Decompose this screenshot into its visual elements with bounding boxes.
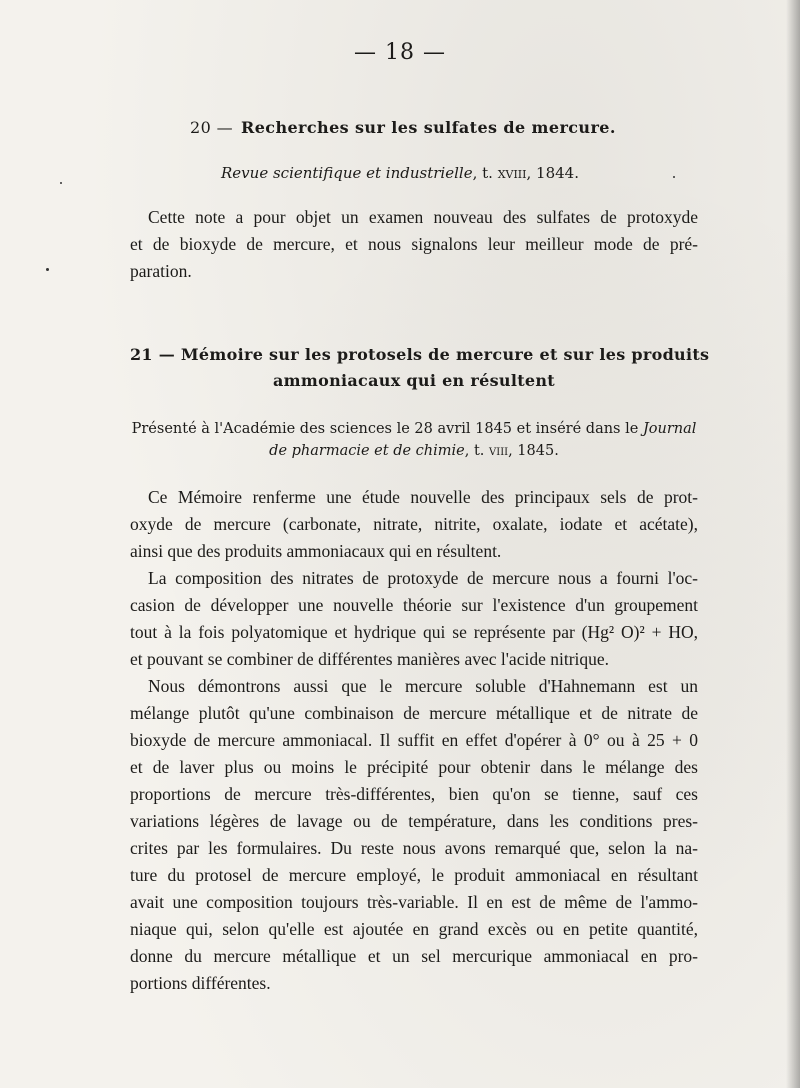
paragraph-line: crites par les formulaires. Du reste nous avons remarqué que, selon la na-: [130, 838, 698, 858]
presented-text: Présenté à l'Académie des sciences le 28 avril 1845 et inséré dans le: [131, 421, 643, 437]
paragraph-line: bioxyde de mercure ammoniacal. Il suffit en effet d'opérer à 0° ou à 25 + 0: [130, 730, 698, 750]
paragraph-line: casion de développer une nouvelle théorie sur l'existence d'un groupement: [130, 595, 698, 615]
entry-21-presented: [130, 418, 698, 462]
paragraph-line: portions différentes.: [130, 973, 271, 993]
entry-20-paragraph: [130, 204, 698, 285]
paragraph-line: [130, 204, 698, 231]
entry-20-title: [190, 118, 616, 137]
entry-20-source: [0, 164, 800, 182]
paragraph-line: ture du protosel de mercure employé, le produit ammoniacal en résultant: [130, 865, 698, 885]
presented-journal: Journal: [642, 421, 697, 437]
line-text: Cette note a pour objet un examen nouveau des sulfates de protoxyde: [148, 207, 698, 227]
entry-21-title-line2: ammoniacaux qui en résultent: [272, 371, 555, 390]
entry-21-title: [130, 342, 710, 394]
page-number: — 18 —: [354, 40, 446, 65]
paragraph-line: avait une composition toujours très-variable. Il en est de même de l'ammo-: [130, 892, 698, 912]
paragraph-line: niaque qui, selon qu'elle est ajoutée en grand excès ou en petite quantité,: [130, 919, 698, 939]
line-text: Nous démontrons aussi que le mercure soluble d'Hahnemann est un: [148, 676, 698, 696]
presented-sep: , t.: [464, 443, 490, 459]
paper-speck: [46, 268, 49, 271]
paragraph-line: [130, 565, 698, 592]
entry-21-paragraph-3: [130, 673, 698, 997]
paragraph-line: [130, 673, 698, 700]
paragraph-line: et de bioxyde de mercure, et nous signalons leur meilleur mode de pré-: [130, 234, 698, 254]
presented-journal-cont: de pharmacie et de chimie: [269, 443, 465, 459]
line-text: La composition des nitrates de protoxyde de mercure nous a fourni l'oc-: [148, 568, 698, 588]
paper-speck: [60, 182, 62, 184]
presented-line-1: [130, 418, 698, 440]
paragraph-line: mélange plutôt qu'une combinaison de mercure métallique et de nitrate de: [130, 703, 698, 723]
entry-20-number: 20 —: [190, 118, 234, 137]
source-journal: Revue scientifique et industrielle: [221, 164, 473, 182]
paragraph-line: ainsi que des produits ammoniacaux qui en résultent.: [130, 541, 502, 561]
paragraph-line: et pouvant se combiner de différentes manières avec l'acide nitrique.: [130, 649, 610, 669]
source-sep: , t.: [472, 164, 498, 182]
paragraph-line: [130, 484, 698, 511]
paragraph-line: variations légères de lavage ou de température, dans les conditions pres-: [130, 811, 698, 831]
entry-20-title-text: Recherches sur les sulfates de mercure.: [241, 118, 616, 137]
paragraph-line: donne du mercure métallique et un sel mercurique ammoniacal en pro-: [130, 946, 698, 966]
presented-line-2: [130, 440, 698, 462]
entry-21-title-line1: 21 — Mémoire sur les protosels de mercure et sur les produits: [130, 345, 710, 364]
line-text: Ce Mémoire renferme une étude nouvelle des principaux sels de prot-: [148, 487, 698, 507]
source-volume: xviii: [497, 164, 527, 182]
entry-21-paragraph-1: [130, 484, 698, 565]
paragraph-line: proportions de mercure très-différentes, bien qu'on se tienne, sauf ces: [130, 784, 698, 804]
source-year: , 1844.: [526, 164, 579, 182]
paper-speck: [673, 176, 675, 178]
entry-21-paragraph-2: [130, 565, 698, 673]
paragraph-line: paration.: [130, 261, 192, 281]
presented-year: , 1845.: [508, 443, 559, 459]
paragraph-line: oxyde de mercure (carbonate, nitrate, nitrite, oxalate, iodate et acétate),: [130, 514, 698, 534]
paragraph-line: tout à la fois polyatomique et hydrique qui se représente par (Hg² O)² + HO,: [130, 622, 698, 642]
presented-volume: viii: [489, 443, 509, 459]
paragraph-line: et de laver plus ou moins le précipité pour obtenir dans le mélange des: [130, 757, 698, 777]
